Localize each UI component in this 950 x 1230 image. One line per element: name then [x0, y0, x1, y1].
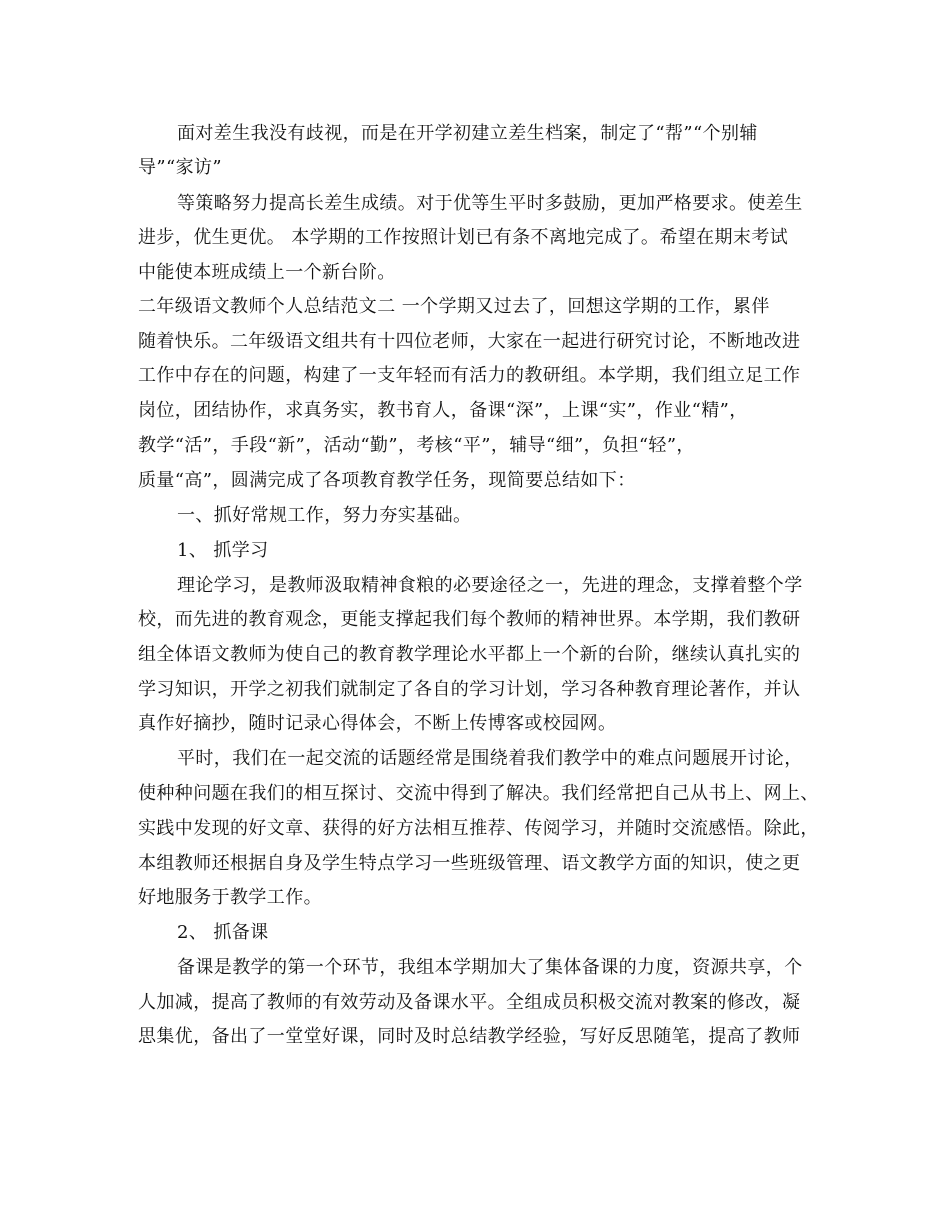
text-line: 面对差生我没有歧视，而是在开学初建立差生档案，制定了“帮”“个别辅 [177, 123, 758, 144]
text-line: 等策略努力提高长差生成绩。对于优等生平时多鼓励，更加严格要求。使差生 [177, 193, 803, 214]
text-line: 本组教师还根据自身及学生特点学习一些班级管理、语文教学方面的知识，使之更 [138, 853, 801, 874]
text-line: 实践中发现的好文章、获得的好方法相互推荐、传阅学习，并随时交流感悟。除此， [138, 818, 819, 839]
text-line: 平时，我们在一起交流的话题经常是围绕着我们教学中的难点问题展开讨论， [177, 748, 803, 769]
text-line: 好地服务于教学工作。 [138, 887, 322, 908]
text-line: 使种种问题在我们的相互探讨、交流中得到了解决。我们经常把自己从书上、网上、 [138, 783, 819, 804]
text-line: 中能使本班成绩上一个新台阶。 [138, 262, 396, 283]
text-line: 组全体语文教师为使自己的教育教学理论水平都上一个新的台阶，继续认真扎实的 [138, 644, 801, 665]
text-line: 校，而先进的教育观念，更能支撑起我们每个教师的精神世界。本学期，我们教研 [138, 609, 801, 630]
text-line: 随着快乐。二年级语文组共有十四位老师，大家在一起进行研究讨论，不断地改进 [138, 331, 801, 352]
text-line: 人加减，提高了教师的有效劳动及备课水平。全组成员积极交流对教案的修改，凝 [138, 992, 801, 1013]
text-line: 思集优，备出了一堂堂好课，同时及时总结教学经验，写好反思随笔，提高了教师 [138, 1026, 801, 1047]
text-line: 导”“家访” [138, 157, 223, 178]
text-line: 质量“高”，圆满完成了各项教育教学任务，现简要总结如下： [138, 470, 636, 491]
text-line: 二年级语文教师个人总结范文二 一个学期又过去了，回想这学期的工作，累伴 [138, 296, 770, 317]
subsection-heading: 1、 抓学习 [177, 540, 269, 561]
text-line: 真作好摘抄，随时记录心得体会，不断上传博客或校园网。 [138, 713, 617, 734]
subsection-heading: 2、 抓备课 [177, 922, 269, 943]
text-line: 学习知识，开学之初我们就制定了各自的学习计划，学习各种教育理论著作，并认 [138, 679, 801, 700]
text-line: 教学“活”，手段“新”，活动“勤”，考核“平”，辅导“细”，负担“轻”， [138, 435, 695, 456]
text-line: 备课是教学的第一个环节，我组本学期加大了集体备课的力度，资源共享，个 [177, 957, 803, 978]
section-heading: 一、抓好常规工作，努力夯实基础。 [177, 505, 472, 526]
text-line: 理论学习，是教师汲取精神食粮的必要途径之一，先进的理念，支撑着整个学 [177, 575, 803, 596]
text-line: 进步，优生更优。 本学期的工作按照计划已有条不离地完成了。希望在期末考试 [138, 227, 789, 248]
text-line: 岗位，团结协作，求真务实，教书育人，备课“深”，上课“实”，作业“精”， [138, 400, 748, 421]
text-line: 工作中存在的问题，构建了一支年轻而有活力的教研组。本学期，我们组立足工作 [138, 365, 801, 386]
